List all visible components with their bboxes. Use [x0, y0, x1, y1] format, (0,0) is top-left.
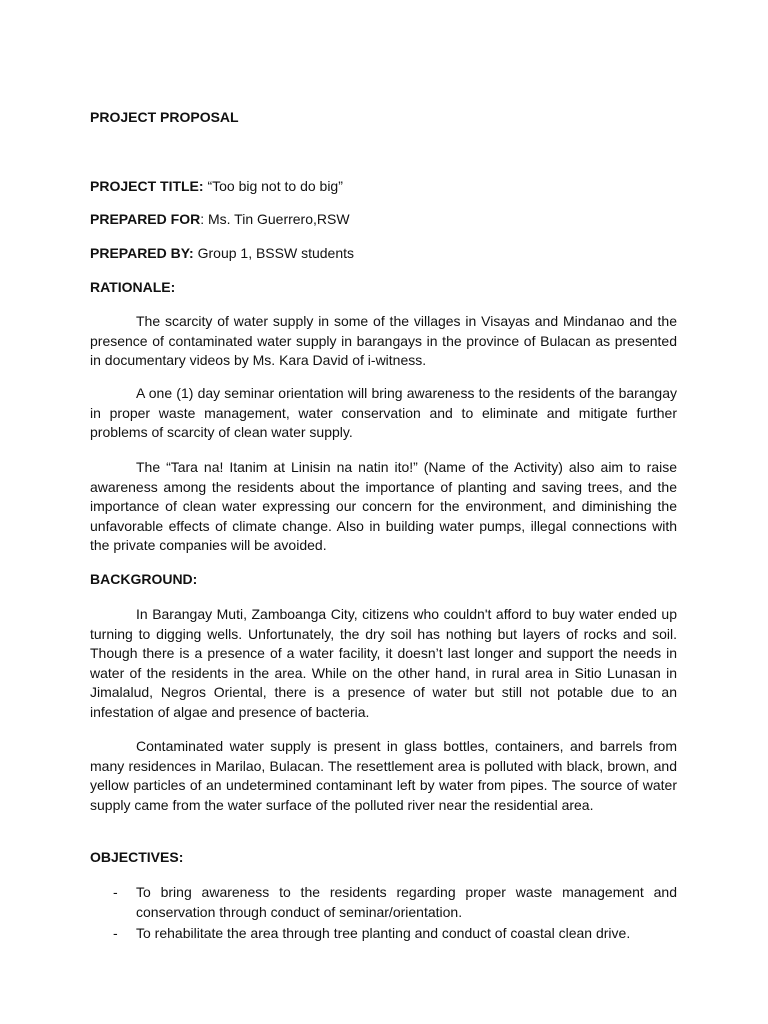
- background-paragraph: Contaminated water supply is present in glass bottles, containers, and barrels from many residences in Marilao, Bulacan. The resettlement area is polluted with black, brown, and yellow particles of an undetermined contaminant left by water from pipes. The source of water supply came from the water surface of the polluted river near the residential area.: [90, 738, 677, 813]
- project-title-value: “Too big not to do big”: [203, 178, 343, 194]
- background-paragraph: In Barangay Muti, Zamboanga City, citizens who couldn't afford to buy water ended up turning to digging wells. Unfortunately, the dry soil has nothing but layers of rocks and soil. Though there is a presence of a water facility, it doesn’t last longer and support the needs in water of the residents in the area. While on the other hand, in rural area in Sitio Lunasan in Jimalalud, Negros Oriental, there is a presence of water but still not potable due to an infestation of algae and presence of bacteria.: [90, 606, 677, 720]
- list-item-text: To rehabilitate the area through tree planting and conduct of coastal clean drive.: [136, 925, 631, 941]
- objectives-heading: OBJECTIVES:: [90, 849, 184, 865]
- prepared-for-value: : Ms. Tin Guerrero,RSW: [200, 211, 350, 227]
- prepared-for-label: PREPARED FOR: [90, 211, 201, 227]
- objectives-list: [90, 883, 677, 946]
- rationale-paragraph: A one (1) day seminar orientation will bring awareness to the residents of the barangay in proper waste management, water conservation and to eliminate and mitigate further problems of scarcity of clean water supply.: [90, 385, 677, 440]
- list-item: [90, 924, 677, 944]
- prepared-for-field: [90, 211, 350, 227]
- rationale-paragraph: The scarcity of water supply in some of the villages in Visayas and Mindanao and the presence of contaminated water supply in barangays in the province of Bulacan as presented in documentary videos by Ms. Kara David of i-witness.: [90, 313, 677, 368]
- background-heading: BACKGROUND:: [90, 571, 198, 587]
- list-item-text: To bring awareness to the residents regarding proper waste management and conservation through conduct of seminar/orientation.: [136, 884, 677, 920]
- list-bullet: -: [113, 884, 118, 900]
- prepared-by-value: Group 1, BSSW students: [193, 245, 355, 261]
- rationale-heading: RATIONALE:: [90, 279, 176, 295]
- project-title-label: PROJECT TITLE:: [90, 178, 204, 194]
- prepared-by-field: [90, 245, 354, 261]
- document-title: PROJECT PROPOSAL: [90, 109, 239, 125]
- list-item: [90, 883, 677, 922]
- rationale-paragraph: The “Tara na! Itanim at Linisin na natin ito!” (Name of the Activity) also aim to raise awareness among the residents about the importance of planting and saving trees, and the importance of clean water expressing our concern for the environment, and diminishing the unfavorable effects of climate change. Also in building water pumps, illegal connections with the private companies will be avoided.: [90, 459, 677, 553]
- prepared-by-label: PREPARED BY:: [90, 245, 194, 261]
- list-bullet: -: [113, 925, 118, 941]
- project-title-field: [90, 178, 343, 194]
